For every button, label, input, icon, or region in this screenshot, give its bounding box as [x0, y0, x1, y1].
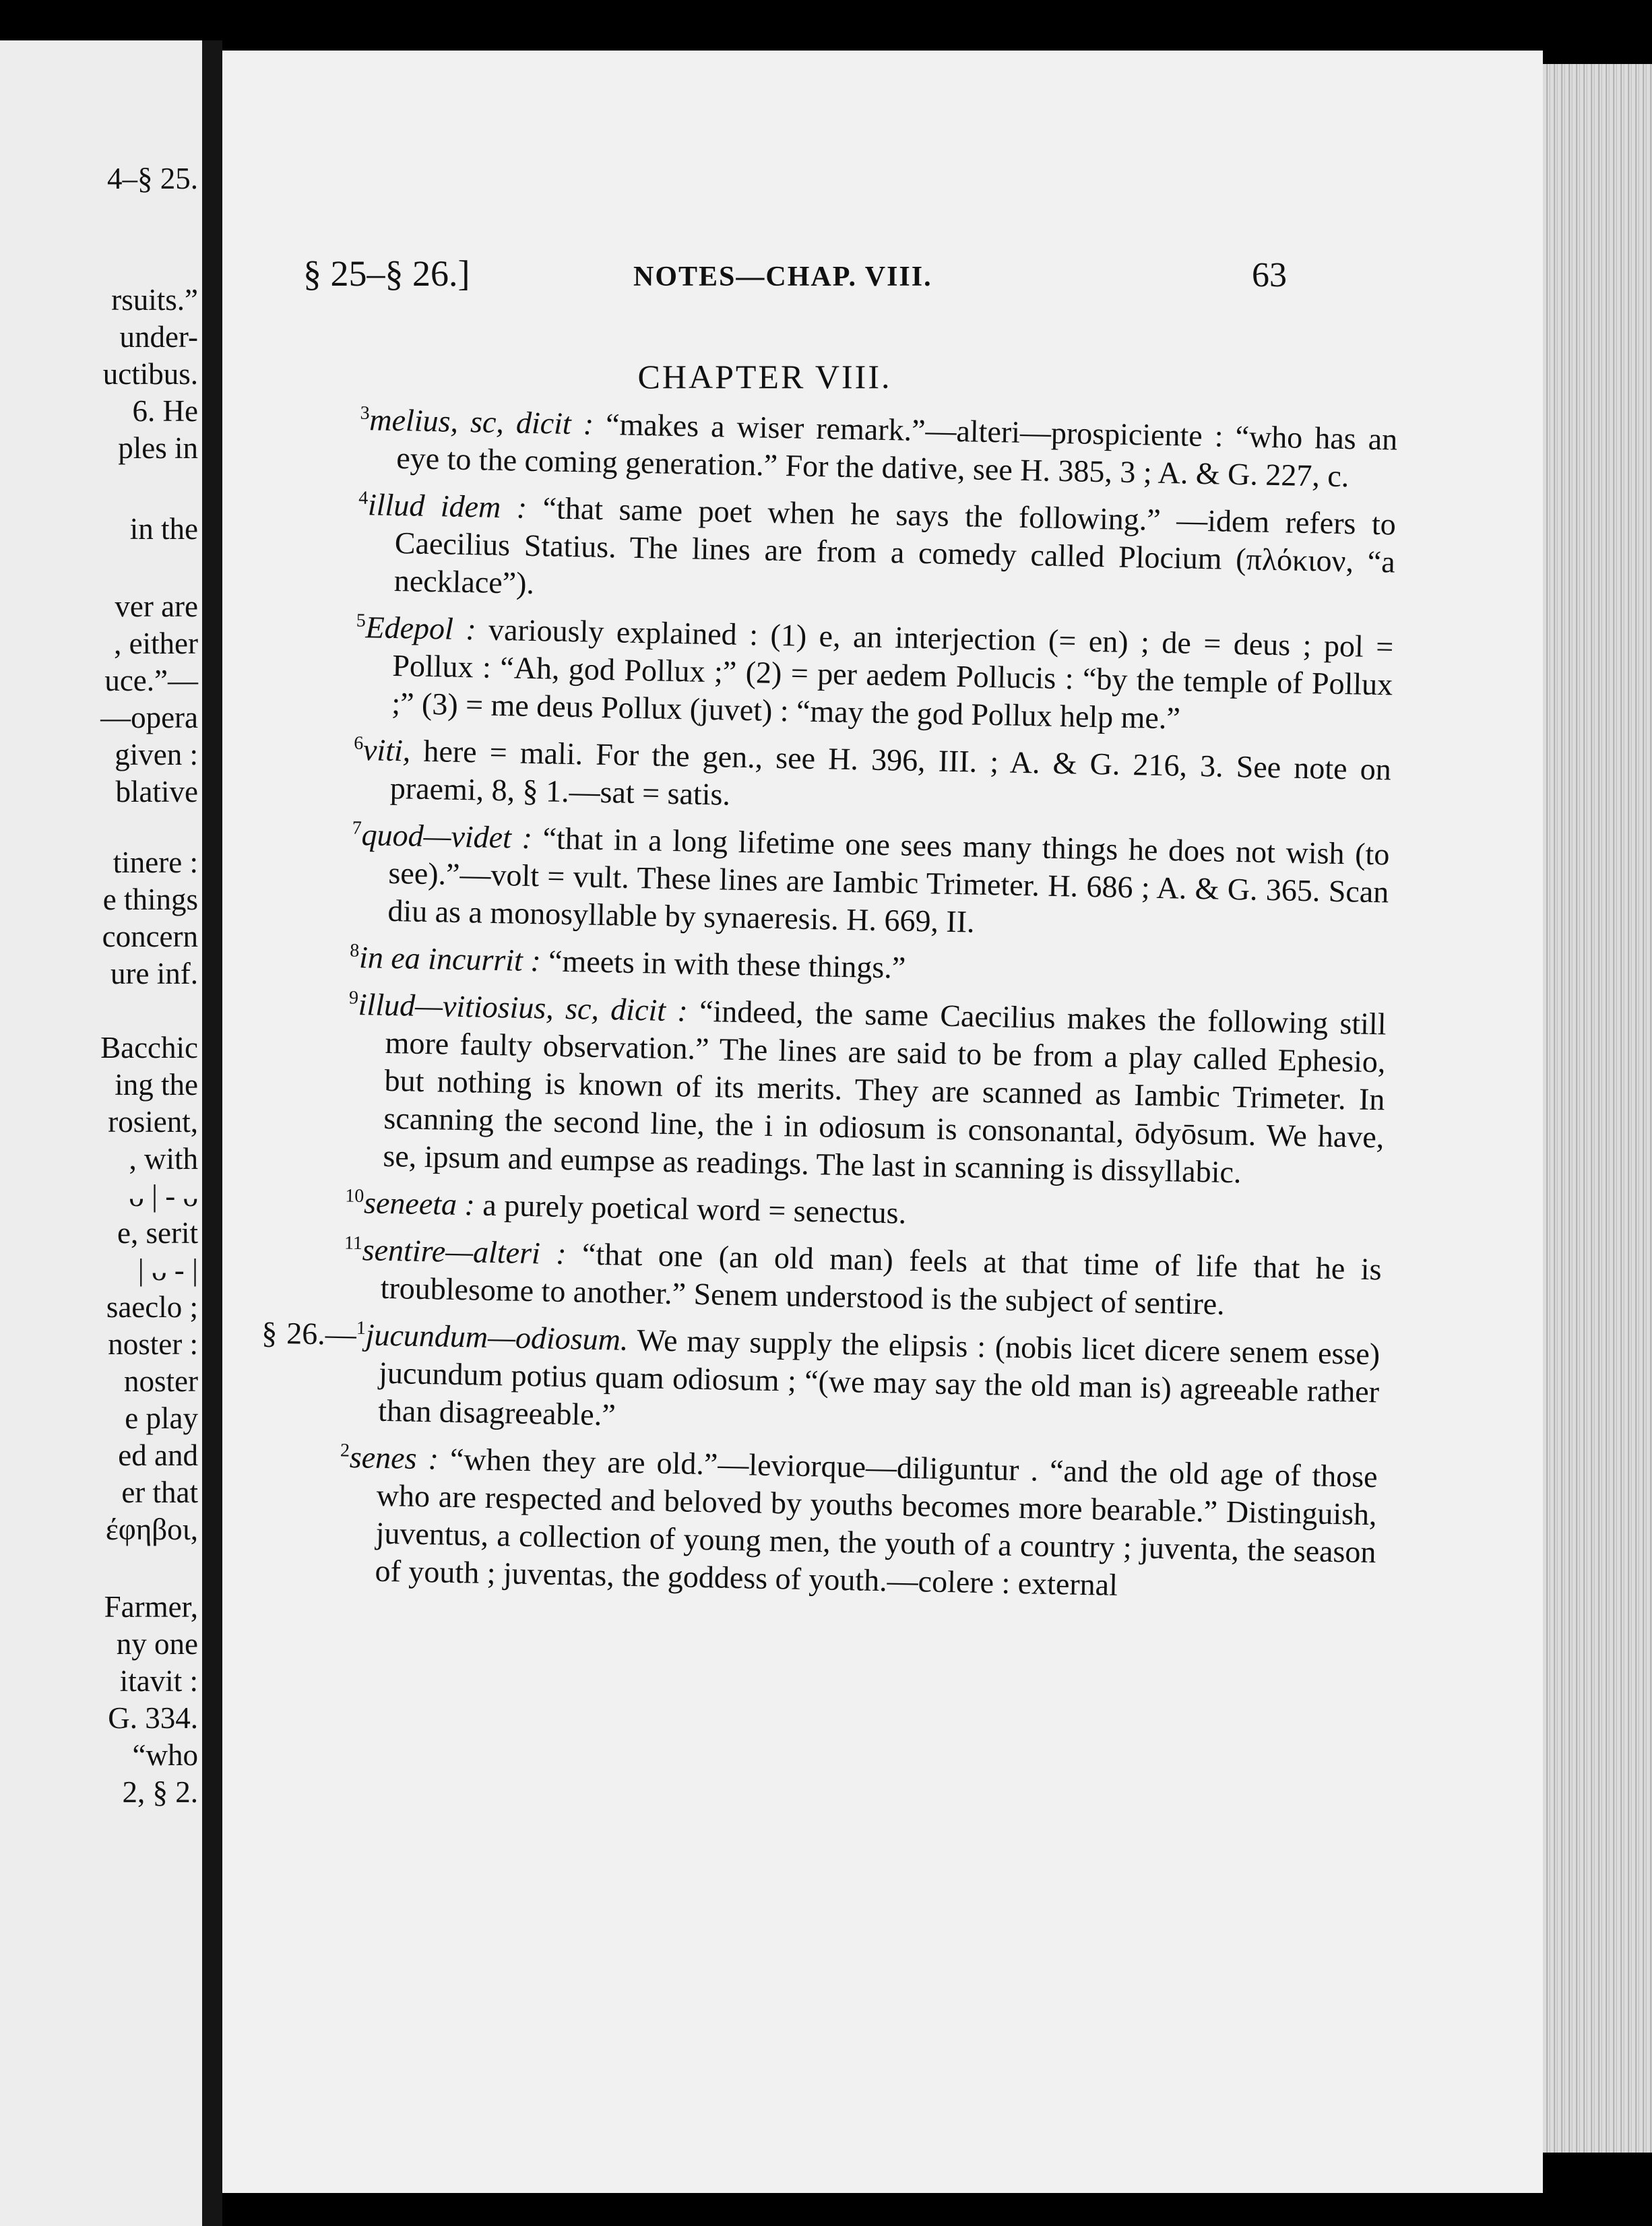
note-lemma: jucundum—odiosum. [365, 1317, 629, 1357]
left-page-fragment: given : [115, 738, 198, 771]
note-text: “meets in with these things.” [548, 943, 906, 985]
left-page-fragment: 2, § 2. [122, 1775, 198, 1809]
note-9 [260, 1314, 1380, 1449]
note-lemma: illud—vitiosius, sc, dicit : [358, 987, 689, 1028]
left-page-fragment: noster [124, 1364, 198, 1398]
note-text: “indeed, the same Caecilius makes the following still more faulty observation.” The lines are said to be from a play called Ephesio, but nothing is known of its merits. They are scanned as Iambic Trimeter. In scanning the second line, the i in odiosum is consonantal, ōdyōsum. We have, se, ipsum and eumpse as readings. The last in scanning is dissyllabic. [383, 993, 1387, 1190]
left-page-fragment: , with [129, 1142, 198, 1176]
note-6 [346, 986, 1387, 1195]
left-page-fragment: under- [119, 320, 198, 354]
section-marker: § 26.— [261, 1315, 357, 1352]
left-page-fragment: saeclo ; [106, 1290, 198, 1324]
left-page-fragment: —opera [100, 701, 198, 734]
left-page-fragment: concern [102, 920, 198, 953]
note-5 [350, 939, 1388, 996]
note-8 [343, 1231, 1382, 1327]
left-page-fragment: uctibus. [102, 357, 198, 391]
note-lemma: Edepol : [365, 610, 477, 647]
left-page-fragment: | ᴗ - | [137, 1253, 198, 1287]
note-number: 5 [356, 610, 367, 631]
note-text: “that in a long lifetime one sees many things he does not wish (to see).”—volt = vult. These lines are Iambic Trimeter. H. 686 ; A. & G. 365. Scan diu as a monosyllable by synaeresis. H. 669, II. [387, 821, 1390, 939]
page-number: 63 [1252, 256, 1287, 294]
left-page-fragment: blative [115, 775, 198, 808]
note-7 [345, 1184, 1383, 1242]
left-page [0, 40, 202, 2226]
left-page-fragment: 6. He [132, 394, 198, 428]
left-page-fragment: in the [129, 512, 198, 546]
left-page-fragment: e play [125, 1401, 198, 1435]
left-page-fragment: G. 334. [108, 1701, 198, 1735]
note-4 [350, 816, 1390, 949]
note-lemma: seneeta : [363, 1185, 476, 1222]
note-number: 1 [356, 1317, 367, 1339]
left-page-fragment: ples in [118, 431, 198, 465]
note-text: variously explained : (1) e, an interjection (= en) ; de = deus ; pol = Pollux : “Ah, god Pollux ;” (2) = per aedem Pollucis : “by the temple of Pollux ;” (3) = me deus Pollux (juvet) : “may the god Pollux help me.” [391, 612, 1394, 736]
left-page-fragment: e, serit [117, 1216, 198, 1250]
note-lemma: senes : [349, 1439, 439, 1476]
note-2 [354, 608, 1394, 742]
note-lemma: sentire—alteri : [362, 1232, 567, 1271]
left-page-fragment: er that [121, 1475, 198, 1509]
left-page-fragment: έφηβοι, [105, 1513, 198, 1546]
note-number: 7 [352, 817, 362, 839]
left-page-fragment: Bacchic [100, 1031, 198, 1064]
note-text: a purely poetical word = senectus. [482, 1187, 907, 1230]
left-page-fragment: ᴗ | - ᴗ [129, 1179, 198, 1213]
note-text: “makes a wiser remark.”—alteri—prospiciente : “who has an eye to the coming generation.” For the dative, see H. 385, 3 ; A. & G. 227, c. [395, 407, 1398, 494]
left-page-fragment: ver are [115, 590, 198, 623]
left-page-fragment: , either [114, 627, 198, 660]
left-page-fragment: 4–§ 25. [107, 162, 198, 195]
left-page-fragment: ure inf. [110, 957, 198, 990]
section-range: § 25–§ 26.] [303, 253, 470, 294]
note-number: 10 [345, 1185, 364, 1207]
left-page-fragment: ny one [116, 1627, 198, 1661]
left-page-fragment: tinere : [113, 846, 198, 879]
left-page-fragment: Farmer, [104, 1590, 198, 1624]
note-text: We may supply the elipsis : (nobis licet dicere senem esse) jucundum potius quam odiosum ; “(we may say the old man is) agreeable rather than disagreeable.” [377, 1323, 1380, 1432]
note-number: 4 [358, 487, 369, 509]
page-edges [1543, 64, 1652, 2153]
note-10 [338, 1438, 1378, 1610]
note-number: 9 [348, 987, 359, 1009]
note-text: “when they are old.”—leviorque—diliguntur . “and the old age of those who are respected and beloved by youths becomes more bearable.” Distinguish, juventus, a collection of young men, the youth of a country ; juventa, the season of youth ; juventas, the goddess of youth.—colere : external [375, 1441, 1378, 1602]
note-number: 8 [350, 940, 360, 961]
note-text: here = mali. For the gen., see H. 396, III. ; A. & G. 216, 3. See note on praemi, 8, § 1.—sat = satis. [389, 733, 1392, 812]
chapter-heading: CHAPTER VIII. [637, 358, 892, 395]
left-page-fragment: noster : [108, 1327, 198, 1361]
note-text: “that same poet when he says the following.” —idem refers to Caecilius Statius. The lines are from a comedy called Plocium (πλόκιον, “a necklace”). [393, 490, 1397, 600]
note-number: 6 [353, 732, 364, 754]
left-page-fragment: “who [132, 1738, 198, 1772]
note-number: 2 [340, 1440, 350, 1461]
book-gutter [202, 40, 222, 2226]
right-page [222, 51, 1543, 2193]
note-lemma: in ea incurrit : [358, 940, 542, 978]
left-page-fragment: uce.”— [104, 664, 198, 697]
running-header [222, 253, 1543, 300]
left-page-fragment: rsuits.” [111, 283, 198, 317]
note-1 [356, 486, 1396, 619]
left-page-fragment: ing the [115, 1068, 198, 1102]
running-title: NOTES—CHAP. VIII. [633, 261, 932, 292]
note-number: 3 [360, 402, 370, 424]
note-lemma: quod—videt : [361, 817, 533, 856]
note-0 [359, 401, 1398, 497]
left-page-fragment: ed and [118, 1438, 198, 1472]
note-lemma: viti, [362, 732, 411, 768]
note-lemma: melius, sc, dicit : [369, 402, 594, 441]
note-number: 11 [344, 1232, 363, 1254]
left-page-fragment: rosient, [108, 1105, 198, 1139]
left-page-fragment: e things [102, 883, 198, 916]
note-lemma: illud idem : [367, 487, 528, 525]
notes-body [261, 401, 1398, 1618]
left-page-fragment: itavit : [119, 1664, 198, 1698]
note-text: “that one (an old man) feels at that time of life that he is troublesome to another.” Senem understood is the subject of sentire. [380, 1236, 1383, 1321]
note-3 [352, 731, 1391, 827]
